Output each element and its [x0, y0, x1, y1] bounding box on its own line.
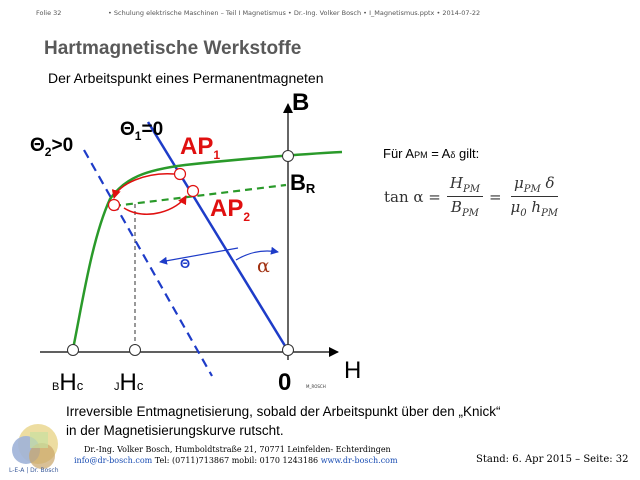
- alpha-label: α: [257, 255, 270, 277]
- theta-arrow-label: Θ: [180, 256, 191, 271]
- recoil-line: [114, 185, 286, 206]
- origin-tiny-label: M_ROSCH: [306, 384, 326, 389]
- point-ap2: [188, 186, 199, 197]
- ap2-label: $AP_2$: [210, 195, 251, 224]
- footer-contact: [74, 456, 398, 465]
- explanation-text: Irreversible Entmagnetisierung, sobald der Arbeitspunkt über den „Knick“ in der Magnetisierungskurve rutscht.: [66, 404, 501, 438]
- website-link[interactable]: www.dr-bosch.com: [320, 456, 398, 465]
- fraction-mu-ratio: $\frac{\mu_{PM} \delta}{\mu_0 h_{PM}}$: [510, 174, 559, 219]
- jhc-label: JHc: [114, 369, 144, 396]
- point-knee: [109, 200, 120, 211]
- load-line-theta2: [84, 150, 212, 376]
- bhc-label: BHc: [52, 369, 84, 396]
- transition-arrow-left: [114, 174, 174, 198]
- footer-address: Dr.-Ing. Volker Bosch, Humboldtstraße 21, 70771 Leinfelden- Echterdingen: [84, 445, 391, 454]
- header-meta: • Schulung elektrische Maschinen – Teil I Magnetismus • Dr.-Ing. Volker Bosch • I_Magnetismus.pptx • 2014-07-22: [108, 9, 481, 17]
- footer-phone: Tel: (0711)713867 mobil: 0170 1243186: [152, 456, 321, 465]
- footer-stand: Stand: 6. Apr 2015 – Seite: 32: [476, 454, 629, 465]
- axis-h-label: H: [344, 357, 362, 384]
- slide-number: Folie 32: [36, 9, 62, 17]
- point-origin: [283, 345, 294, 356]
- email-link[interactable]: info@dr-bosch.com: [74, 456, 153, 465]
- formula-lhs: tan α =: [384, 187, 441, 206]
- point-ap1: [175, 169, 186, 180]
- formula-equals: =: [488, 187, 502, 206]
- point-br: [283, 151, 294, 162]
- slide-subtitle: Der Arbeitspunkt eines Permanentmagneten: [48, 70, 324, 86]
- ap1-label: $AP_1$: [180, 133, 221, 162]
- logo-caption: L-E-A | Dr. Bosch: [9, 467, 59, 474]
- theta1-label: $\Theta_1=0$: [120, 119, 164, 143]
- slide-title: Hartmagnetische Werkstoffe: [44, 38, 302, 59]
- tan-alpha-formula: [384, 174, 567, 219]
- fraction-h-over-b: $\frac{H_{PM}}{B_{PM}}$: [447, 174, 483, 219]
- formula-condition: Für APM = Aδ gilt:: [383, 146, 480, 161]
- origin-label: 0: [278, 369, 292, 396]
- axis-b-label: B: [292, 89, 310, 116]
- point-bhc: [68, 345, 79, 356]
- theta2-label: $\Theta_2>0$: [30, 135, 74, 159]
- theta-shift-arrow: [160, 248, 238, 262]
- br-label: BR: [290, 170, 316, 196]
- point-jhc: [130, 345, 141, 356]
